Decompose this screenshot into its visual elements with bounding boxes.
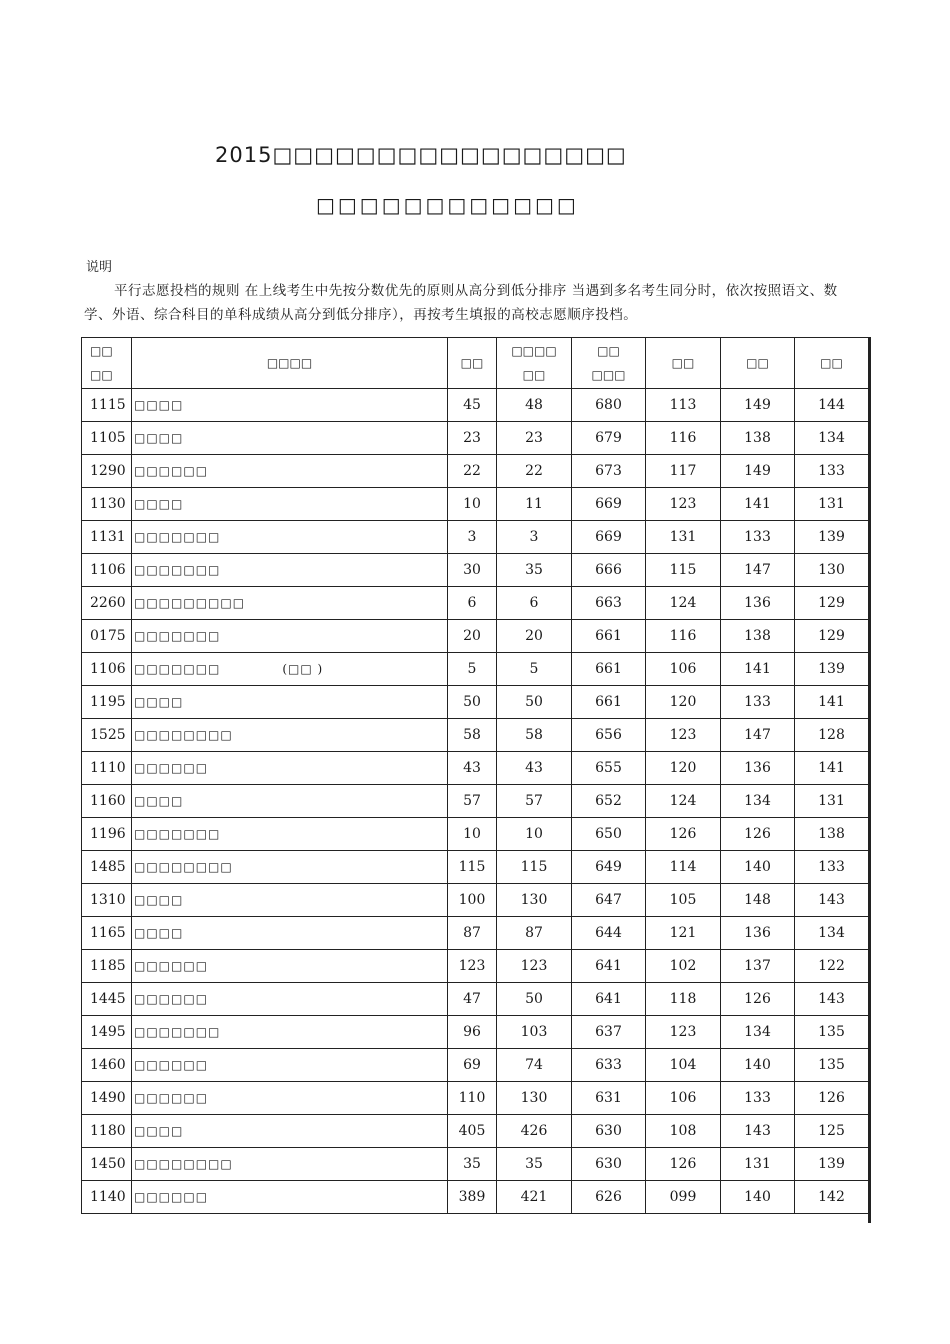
cell-code: 1460	[82, 1049, 132, 1082]
cell-tou: 426	[497, 1115, 572, 1148]
cell-col6: 131	[721, 1148, 795, 1181]
cell-col6: 134	[721, 785, 795, 818]
table-row	[82, 686, 869, 719]
cell-col7: 126	[795, 1082, 869, 1115]
cell-col5: 102	[646, 950, 721, 983]
cell-col7: 143	[795, 884, 869, 917]
cell-tou: 22	[497, 455, 572, 488]
cell-score: 669	[572, 488, 646, 521]
cell-tou: 74	[497, 1049, 572, 1082]
cell-name	[132, 1016, 448, 1049]
cell-col7: 122	[795, 950, 869, 983]
cell-col7: 129	[795, 587, 869, 620]
cell-col6: 141	[721, 488, 795, 521]
table-row	[82, 653, 869, 686]
cell-name-text: □□□□□□□	[134, 662, 221, 676]
cell-tou: 35	[497, 554, 572, 587]
cell-tou: 130	[497, 1082, 572, 1115]
table-row	[82, 455, 869, 488]
cell-score: 661	[572, 620, 646, 653]
cell-code: 1106	[82, 653, 132, 686]
cell-col7: 125	[795, 1115, 869, 1148]
cell-name	[132, 686, 448, 719]
cell-col7: 143	[795, 983, 869, 1016]
cell-col5: 106	[646, 1082, 721, 1115]
cell-tou: 10	[497, 818, 572, 851]
cell-col6: 138	[721, 422, 795, 455]
cell-name-text: □□□□□□	[134, 959, 209, 973]
cell-code: 1130	[82, 488, 132, 521]
table-row	[82, 917, 869, 950]
cell-name-text: □□□□	[134, 398, 184, 412]
cell-col7: 129	[795, 620, 869, 653]
cell-plan: 45	[448, 389, 497, 422]
cell-code: 1490	[82, 1082, 132, 1115]
cell-col5: 118	[646, 983, 721, 1016]
cell-tou: 3	[497, 521, 572, 554]
cell-name	[132, 818, 448, 851]
cell-name-text: □□□□	[134, 431, 184, 445]
cell-name-text: □□□□	[134, 695, 184, 709]
table-right-border	[868, 337, 871, 1223]
cell-plan: 115	[448, 851, 497, 884]
cell-col5: 120	[646, 752, 721, 785]
cell-code: 1115	[82, 389, 132, 422]
cell-plan: 96	[448, 1016, 497, 1049]
cell-code: 0175	[82, 620, 132, 653]
cell-col7: 141	[795, 686, 869, 719]
cell-tou: 50	[497, 686, 572, 719]
cell-name-text: □□□□	[134, 926, 184, 940]
cell-col6: 148	[721, 884, 795, 917]
cell-tou: 87	[497, 917, 572, 950]
cell-name	[132, 785, 448, 818]
cell-col5: 106	[646, 653, 721, 686]
cell-plan: 23	[448, 422, 497, 455]
cell-col6: 136	[721, 917, 795, 950]
header-score: □□ □□□	[572, 338, 646, 389]
note-text: 平行志愿投档的规则 在上线考生中先按分数优先的原则从高分到低分排序 当遇到多名考生同分时，依次按照语文、数学、外语、综合科目的单科成绩从高分到低分排序），再按考生填报的高校志愿顺序投档。	[84, 283, 838, 323]
cell-col5: 116	[646, 422, 721, 455]
cell-score: 631	[572, 1082, 646, 1115]
table-row	[82, 521, 869, 554]
admission-table	[81, 337, 869, 1214]
cell-col5: 131	[646, 521, 721, 554]
cell-plan: 87	[448, 917, 497, 950]
cell-name-text: □□□□□□□	[134, 629, 221, 643]
cell-name-text: □□□□□□	[134, 761, 209, 775]
cell-code: 1485	[82, 851, 132, 884]
document-title: 2015□□□□□□□□□□□□□□□□□	[215, 143, 627, 167]
cell-col7: 142	[795, 1181, 869, 1214]
cell-col5: 113	[646, 389, 721, 422]
cell-code: 1195	[82, 686, 132, 719]
cell-name	[132, 1181, 448, 1214]
cell-name	[132, 521, 448, 554]
cell-name-text: □□□□□□	[134, 1058, 209, 1072]
cell-name-text: □□□□□□	[134, 1190, 209, 1204]
table-row	[82, 884, 869, 917]
cell-tou: 115	[497, 851, 572, 884]
cell-name	[132, 653, 448, 686]
cell-code: 1106	[82, 554, 132, 587]
cell-col5: 105	[646, 884, 721, 917]
cell-plan: 5	[448, 653, 497, 686]
cell-name	[132, 620, 448, 653]
cell-name	[132, 719, 448, 752]
cell-col6: 136	[721, 752, 795, 785]
cell-plan: 43	[448, 752, 497, 785]
cell-score: 649	[572, 851, 646, 884]
cell-score: 630	[572, 1148, 646, 1181]
cell-name	[132, 1049, 448, 1082]
cell-col6: 133	[721, 686, 795, 719]
cell-name-text: □□□□	[134, 794, 184, 808]
cell-col7: 139	[795, 653, 869, 686]
cell-code: 1495	[82, 1016, 132, 1049]
cell-tou: 50	[497, 983, 572, 1016]
cell-code: 1180	[82, 1115, 132, 1148]
cell-name	[132, 950, 448, 983]
cell-name	[132, 983, 448, 1016]
cell-name	[132, 455, 448, 488]
cell-col5: 123	[646, 1016, 721, 1049]
cell-name	[132, 488, 448, 521]
header-col6: □□	[721, 338, 795, 389]
table-row	[82, 950, 869, 983]
cell-col5: 126	[646, 818, 721, 851]
cell-code: 1131	[82, 521, 132, 554]
cell-plan: 389	[448, 1181, 497, 1214]
cell-name-text: □□□□	[134, 497, 184, 511]
cell-tou: 6	[497, 587, 572, 620]
cell-score: 641	[572, 983, 646, 1016]
cell-code: 2260	[82, 587, 132, 620]
table-row	[82, 488, 869, 521]
cell-plan: 30	[448, 554, 497, 587]
cell-code: 1160	[82, 785, 132, 818]
cell-col6: 138	[721, 620, 795, 653]
cell-col6: 133	[721, 1082, 795, 1115]
cell-col7: 144	[795, 389, 869, 422]
cell-score: 666	[572, 554, 646, 587]
header-tou: □□□□ □□	[497, 338, 572, 389]
cell-tou: 103	[497, 1016, 572, 1049]
cell-plan: 47	[448, 983, 497, 1016]
table-row	[82, 1049, 869, 1082]
cell-code: 1185	[82, 950, 132, 983]
cell-col6: 126	[721, 818, 795, 851]
cell-code: 1196	[82, 818, 132, 851]
cell-name-text: □□□□□□	[134, 1091, 209, 1105]
cell-code: 1450	[82, 1148, 132, 1181]
cell-tou: 20	[497, 620, 572, 653]
cell-col5: 121	[646, 917, 721, 950]
cell-score: 650	[572, 818, 646, 851]
cell-col6: 147	[721, 719, 795, 752]
cell-score: 641	[572, 950, 646, 983]
cell-name	[132, 752, 448, 785]
cell-col7: 134	[795, 422, 869, 455]
cell-score: 647	[572, 884, 646, 917]
cell-tou: 11	[497, 488, 572, 521]
cell-score: 655	[572, 752, 646, 785]
cell-col6: 141	[721, 653, 795, 686]
cell-col7: 135	[795, 1016, 869, 1049]
cell-col6: 143	[721, 1115, 795, 1148]
cell-name	[132, 1115, 448, 1148]
cell-score: 633	[572, 1049, 646, 1082]
cell-tou: 130	[497, 884, 572, 917]
cell-score: 680	[572, 389, 646, 422]
table-row	[82, 422, 869, 455]
table-row	[82, 389, 869, 422]
cell-name	[132, 884, 448, 917]
cell-tou: 421	[497, 1181, 572, 1214]
cell-plan: 57	[448, 785, 497, 818]
cell-col6: 140	[721, 1181, 795, 1214]
cell-name-text: □□□□□□	[134, 464, 209, 478]
cell-col7: 135	[795, 1049, 869, 1082]
cell-plan: 6	[448, 587, 497, 620]
table-row	[82, 1115, 869, 1148]
cell-name-text: □□□□	[134, 1124, 184, 1138]
cell-col5: 115	[646, 554, 721, 587]
cell-col6: 126	[721, 983, 795, 1016]
cell-col6: 147	[721, 554, 795, 587]
cell-name	[132, 851, 448, 884]
cell-col7: 139	[795, 521, 869, 554]
header-name: □□□□	[132, 338, 448, 389]
cell-plan: 50	[448, 686, 497, 719]
cell-col7: 128	[795, 719, 869, 752]
cell-score: 661	[572, 686, 646, 719]
cell-name-text: □□□□□□□	[134, 827, 221, 841]
cell-code: 1310	[82, 884, 132, 917]
document-subtitle: □□□□□□□□□□□□	[316, 193, 579, 217]
cell-plan: 110	[448, 1082, 497, 1115]
cell-tou: 57	[497, 785, 572, 818]
cell-name	[132, 1082, 448, 1115]
cell-name-text: □□□□□□□	[134, 563, 221, 577]
cell-tou: 48	[497, 389, 572, 422]
cell-name-text: □□□□	[134, 893, 184, 907]
cell-col7: 133	[795, 851, 869, 884]
cell-name-text: □□□□□□□□□	[134, 596, 246, 610]
cell-code: 1290	[82, 455, 132, 488]
cell-col6: 134	[721, 1016, 795, 1049]
cell-col6: 140	[721, 851, 795, 884]
note-label: 说明	[86, 260, 113, 275]
table-body	[82, 389, 869, 1214]
table-row	[82, 1016, 869, 1049]
cell-col6: 137	[721, 950, 795, 983]
header-code: □□ □□	[82, 338, 132, 389]
cell-score: 637	[572, 1016, 646, 1049]
cell-name	[132, 1148, 448, 1181]
cell-score: 626	[572, 1181, 646, 1214]
table-row	[82, 1181, 869, 1214]
cell-tou: 43	[497, 752, 572, 785]
cell-score: 630	[572, 1115, 646, 1148]
cell-col5: 108	[646, 1115, 721, 1148]
header-plan: □□	[448, 338, 497, 389]
cell-score: 644	[572, 917, 646, 950]
cell-col5: 104	[646, 1049, 721, 1082]
table-row	[82, 752, 869, 785]
cell-plan: 10	[448, 818, 497, 851]
cell-col7: 131	[795, 785, 869, 818]
cell-col6: 136	[721, 587, 795, 620]
cell-name	[132, 389, 448, 422]
cell-col7: 134	[795, 917, 869, 950]
table-row	[82, 818, 869, 851]
table-row	[82, 719, 869, 752]
cell-col5: 099	[646, 1181, 721, 1214]
cell-name	[132, 422, 448, 455]
table-row	[82, 785, 869, 818]
table-row	[82, 851, 869, 884]
cell-plan: 35	[448, 1148, 497, 1181]
table-row	[82, 587, 869, 620]
cell-tou: 23	[497, 422, 572, 455]
cell-name-text: □□□□□□□	[134, 1025, 221, 1039]
cell-score: 661	[572, 653, 646, 686]
cell-col7: 139	[795, 1148, 869, 1181]
table-row	[82, 1082, 869, 1115]
cell-col6: 140	[721, 1049, 795, 1082]
cell-col5: 123	[646, 719, 721, 752]
header-col5: □□	[646, 338, 721, 389]
table-header-row	[82, 338, 869, 389]
cell-col5: 123	[646, 488, 721, 521]
header-col7: □□	[795, 338, 869, 389]
cell-tou: 35	[497, 1148, 572, 1181]
cell-tou: 58	[497, 719, 572, 752]
cell-code: 1525	[82, 719, 132, 752]
cell-col7: 141	[795, 752, 869, 785]
cell-score: 669	[572, 521, 646, 554]
cell-col7: 131	[795, 488, 869, 521]
cell-name	[132, 917, 448, 950]
cell-plan: 100	[448, 884, 497, 917]
cell-name-text: □□□□□□□	[134, 530, 221, 544]
cell-plan: 69	[448, 1049, 497, 1082]
table-row	[82, 554, 869, 587]
cell-col5: 124	[646, 785, 721, 818]
cell-col5: 116	[646, 620, 721, 653]
cell-plan: 405	[448, 1115, 497, 1148]
cell-name-text: □□□□□□□□	[134, 1157, 233, 1171]
cell-col7: 130	[795, 554, 869, 587]
cell-name-text: □□□□□□□□	[134, 728, 233, 742]
cell-score: 663	[572, 587, 646, 620]
cell-score: 679	[572, 422, 646, 455]
cell-name-text: □□□□□□□□	[134, 860, 233, 874]
cell-plan: 58	[448, 719, 497, 752]
cell-col5: 117	[646, 455, 721, 488]
cell-plan: 10	[448, 488, 497, 521]
cell-plan: 20	[448, 620, 497, 653]
table-row	[82, 983, 869, 1016]
cell-col6: 133	[721, 521, 795, 554]
cell-col5: 120	[646, 686, 721, 719]
cell-col7: 133	[795, 455, 869, 488]
cell-col5: 114	[646, 851, 721, 884]
cell-score: 656	[572, 719, 646, 752]
cell-code: 1445	[82, 983, 132, 1016]
cell-code: 1110	[82, 752, 132, 785]
cell-plan: 3	[448, 521, 497, 554]
cell-tou: 5	[497, 653, 572, 686]
table-row	[82, 1148, 869, 1181]
table-row	[82, 620, 869, 653]
cell-score: 652	[572, 785, 646, 818]
cell-col6: 149	[721, 389, 795, 422]
cell-col7: 138	[795, 818, 869, 851]
cell-col5: 126	[646, 1148, 721, 1181]
cell-code: 1140	[82, 1181, 132, 1214]
cell-col5: 124	[646, 587, 721, 620]
cell-code: 1165	[82, 917, 132, 950]
cell-name-note: (□□ )	[282, 662, 324, 676]
cell-name	[132, 554, 448, 587]
cell-name-text: □□□□□□	[134, 992, 209, 1006]
cell-plan: 123	[448, 950, 497, 983]
cell-score: 673	[572, 455, 646, 488]
cell-code: 1105	[82, 422, 132, 455]
cell-tou: 123	[497, 950, 572, 983]
cell-col6: 149	[721, 455, 795, 488]
cell-plan: 22	[448, 455, 497, 488]
cell-name	[132, 587, 448, 620]
